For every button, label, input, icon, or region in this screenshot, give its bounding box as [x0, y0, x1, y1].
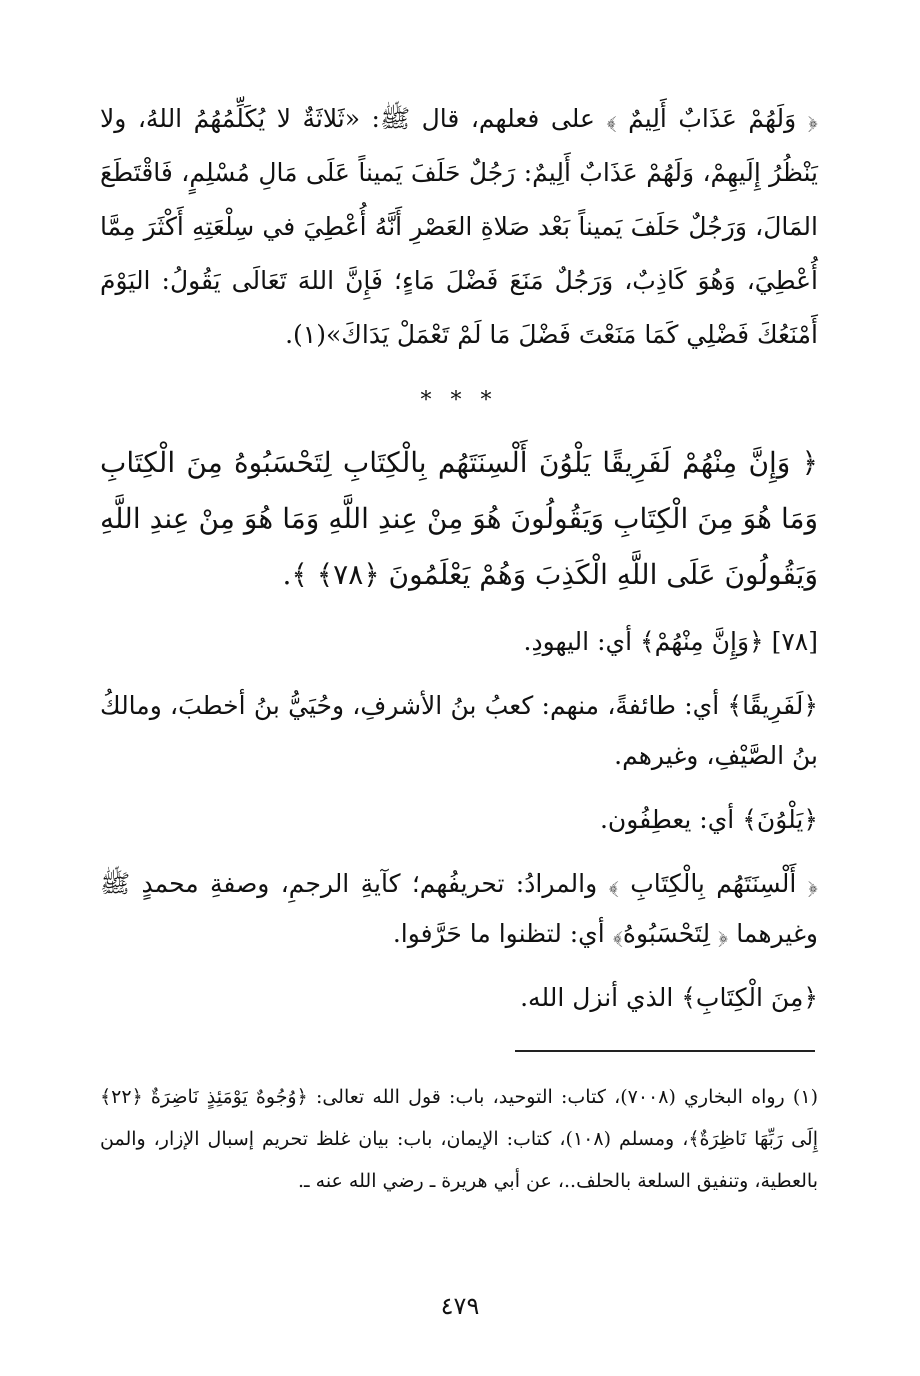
page-body — [100, 92, 818, 1023]
footnote-divider — [515, 1050, 815, 1052]
commentary-note: ﴿ أَلْسِنَتَهُم بِالْكِتَابِ ﴾ والمرادُ: تحريفُهم؛ كآيةِ الرجمِ، وصفةِ محمدٍ ﷺ وغيرهما ﴿ لِتَحْسَبُوهُ﴾ أي: لتظنوا ما حَرَّفوا. — [100, 869, 818, 948]
quran-verse: ﴿ وَإِنَّ مِنْهُمْ لَفَرِيقًا يَلْوُنَ أَلْسِنَتَهُم بِالْكِتَابِ لِتَحْسَبُوهُ مِنَ الْكِتَابِ وَمَا هُوَ مِنَ الْكِتَابِ وَيَقُولُونَ هُوَ مِنْ عِندِ اللَّهِ وَمَا هُوَ مِنْ عِندِ اللَّهِ وَيَقُولُونَ عَلَى اللَّهِ الْكَذِبَ وَهُمْ يَعْلَمُونَ ﴿٧٨﴾ ﴾. — [100, 446, 818, 591]
footnote: (١) رواه البخاري (٧٠٠٨)، كتاب: التوحيد، باب: قول الله تعالى: ﴿وُجُوهٌ يَوْمَئِذٍ نَاضِرَةٌ ﴿٢٢﴾ إِلَى رَبِّهَا نَاظِرَةٌ﴾، ومسلم (١٠٨)، كتاب: الإيمان، باب: بيان غلظ تحريم إسبال الإزار، والمن بالعطية، وتنفيق السلعة بالحلف..، عن أبي هريرة ـ رضي الله عنه ـ. — [100, 1086, 818, 1192]
commentary-note: [٧٨] ﴿وَإِنَّ مِنْهُمْ﴾ أي: اليهودِ. — [523, 627, 818, 656]
page-number: ٤٧٩ — [440, 1292, 480, 1320]
commentary-note: ﴿يَلْوُنَ﴾ أي: يعطِفُون. — [599, 805, 818, 834]
commentary-note: ﴿لَفَرِيقًا﴾ أي: طائفةً، منهم: كعبُ بنُ الأشرفِ، وحُيَيُّ بنُ أخطبَ، ومالكُ بنُ الصَّيْفِ، وغيرهم. — [100, 691, 818, 770]
hadith-paragraph: ﴿ وَلَهُمْ عَذَابٌ أَلِيمٌ ﴾ على فعلهم، قال ﷺ: «ثَلاثَةٌ لا يُكَلِّمُهُمُ اللهُ، ولا يَنْظُرُ إِلَيهِمْ، وَلَهُمْ عَذَابٌ أَلِيمٌ: رَجُلٌ حَلَفَ يَميناً عَلَى مَالِ مُسْلِمٍ، فَاقْتَطَعَ المَالَ، وَرَجُلٌ حَلَفَ يَميناً بَعْد صَلاةِ العَصْرِ أَنَّهُ أُعْطِيَ في سِلْعَتِهِ أَكْثَرَ مِمَّا أُعْطِيَ، وَهُوَ كَاذِبٌ، وَرَجُلٌ مَنَعَ فَضْلَ مَاءٍ؛ فَإِنَّ اللهَ تَعَالَى يَقُولُ: اليَوْمَ أَمْنَعُكَ فَضْلِي كَمَا مَنَعْتَ فَضْلَ مَا لَمْ تَعْمَلْ يَدَاكَ»(١). — [100, 104, 818, 349]
commentary-note: ﴿مِنَ الْكِتَابِ﴾ الذي أنزل الله. — [520, 983, 818, 1012]
section-separator: * * * — [420, 388, 498, 413]
